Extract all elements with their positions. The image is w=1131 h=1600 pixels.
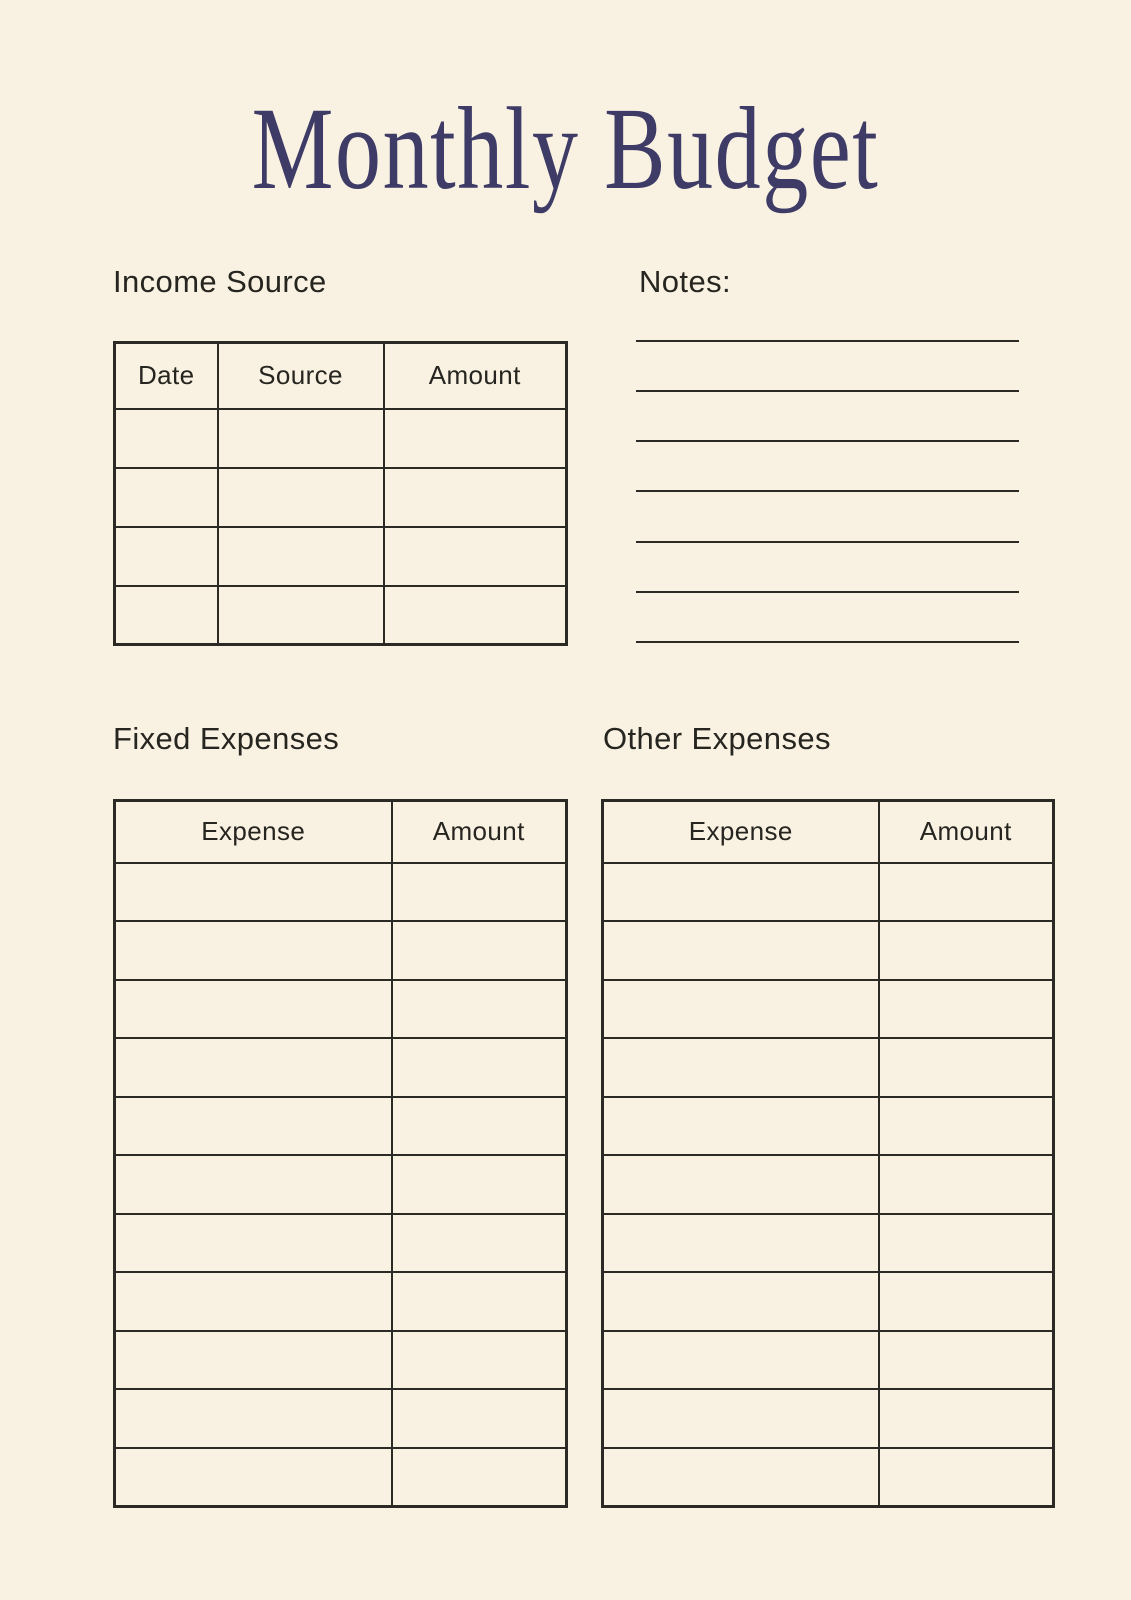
empty-cell (115, 1214, 392, 1273)
empty-cell (879, 863, 1054, 922)
empty-cell (603, 1331, 879, 1390)
empty-cell (603, 1155, 879, 1214)
table-row (115, 1331, 567, 1390)
table-row (115, 1448, 567, 1507)
table-row (603, 1038, 1054, 1097)
table-row (603, 1331, 1054, 1390)
note-line (636, 490, 1019, 492)
income-source-heading: Income Source (113, 264, 327, 299)
empty-cell (392, 1448, 567, 1507)
empty-cell (115, 468, 218, 527)
note-line (636, 541, 1019, 543)
empty-cell (392, 1155, 567, 1214)
table-row (115, 468, 567, 527)
table-row (115, 1214, 567, 1273)
fixed-expenses-col-amount: Amount (392, 801, 567, 863)
table-row (115, 1272, 567, 1331)
table-row (115, 409, 567, 468)
income-col-amount: Amount (384, 343, 567, 409)
empty-cell (603, 980, 879, 1039)
empty-cell (392, 980, 567, 1039)
empty-cell (115, 1155, 392, 1214)
table-row (603, 980, 1054, 1039)
empty-cell (879, 980, 1054, 1039)
other-expenses-col-expense: Expense (603, 801, 879, 863)
empty-cell (603, 1097, 879, 1156)
table-row (115, 1155, 567, 1214)
note-line (636, 440, 1019, 442)
income-table-body (115, 409, 567, 645)
empty-cell (115, 863, 392, 922)
empty-cell (384, 409, 567, 468)
table-row (115, 527, 567, 586)
table-row (603, 1272, 1054, 1331)
empty-cell (218, 409, 384, 468)
empty-cell (392, 863, 567, 922)
table-row (603, 1155, 1054, 1214)
empty-cell (392, 1097, 567, 1156)
other-expenses-table-header (603, 801, 1054, 863)
fixed-expenses-table-header (115, 801, 567, 863)
fixed-expenses-table (113, 799, 568, 1508)
fixed-expenses-table-body (115, 863, 567, 1507)
empty-cell (115, 921, 392, 980)
page-title: Monthly Budget (251, 83, 880, 214)
table-row (115, 980, 567, 1039)
empty-cell (879, 1272, 1054, 1331)
table-row (603, 1214, 1054, 1273)
empty-cell (218, 586, 384, 645)
income-header-row (115, 343, 567, 409)
empty-cell (603, 921, 879, 980)
empty-cell (392, 1331, 567, 1390)
empty-cell (603, 1272, 879, 1331)
empty-cell (879, 921, 1054, 980)
empty-cell (879, 1331, 1054, 1390)
empty-cell (392, 1389, 567, 1448)
income-table-header (115, 343, 567, 409)
empty-cell (392, 921, 567, 980)
empty-cell (218, 468, 384, 527)
table-row (603, 1448, 1054, 1507)
income-col-date: Date (115, 343, 218, 409)
empty-cell (603, 1389, 879, 1448)
empty-cell (115, 1389, 392, 1448)
note-line (636, 390, 1019, 392)
empty-cell (384, 586, 567, 645)
empty-cell (603, 1038, 879, 1097)
empty-cell (115, 1272, 392, 1331)
table-row (115, 1097, 567, 1156)
table-row (603, 921, 1054, 980)
note-line (636, 340, 1019, 342)
empty-cell (879, 1155, 1054, 1214)
empty-cell (115, 409, 218, 468)
empty-cell (218, 527, 384, 586)
empty-cell (879, 1038, 1054, 1097)
empty-cell (115, 1097, 392, 1156)
table-row (115, 586, 567, 645)
empty-cell (115, 1331, 392, 1390)
notes-lines (636, 340, 1019, 643)
empty-cell (392, 1214, 567, 1273)
other-expenses-heading: Other Expenses (603, 721, 831, 756)
note-line (636, 641, 1019, 643)
table-row (115, 1038, 567, 1097)
empty-cell (115, 586, 218, 645)
empty-cell (879, 1214, 1054, 1273)
note-line (636, 591, 1019, 593)
table-row (603, 1389, 1054, 1448)
income-source-table (113, 341, 568, 646)
fixed-expenses-col-expense: Expense (115, 801, 392, 863)
empty-cell (384, 527, 567, 586)
notes-heading: Notes: (639, 264, 731, 299)
empty-cell (392, 1038, 567, 1097)
empty-cell (603, 863, 879, 922)
other-expenses-col-amount: Amount (879, 801, 1054, 863)
income-col-source: Source (218, 343, 384, 409)
table-row (115, 1389, 567, 1448)
empty-cell (384, 468, 567, 527)
empty-cell (115, 1448, 392, 1507)
empty-cell (879, 1389, 1054, 1448)
empty-cell (115, 527, 218, 586)
empty-cell (603, 1448, 879, 1507)
empty-cell (879, 1097, 1054, 1156)
table-row (603, 1097, 1054, 1156)
empty-cell (115, 980, 392, 1039)
other-expenses-table (601, 799, 1055, 1508)
empty-cell (879, 1448, 1054, 1507)
empty-cell (603, 1214, 879, 1273)
table-row (115, 863, 567, 922)
empty-cell (115, 1038, 392, 1097)
table-row (115, 921, 567, 980)
fixed-expenses-heading: Fixed Expenses (113, 721, 340, 756)
other-expenses-table-body (603, 863, 1054, 1507)
table-row (603, 863, 1054, 922)
fixed-expenses-header-row (115, 801, 567, 863)
other-expenses-header-row (603, 801, 1054, 863)
empty-cell (392, 1272, 567, 1331)
